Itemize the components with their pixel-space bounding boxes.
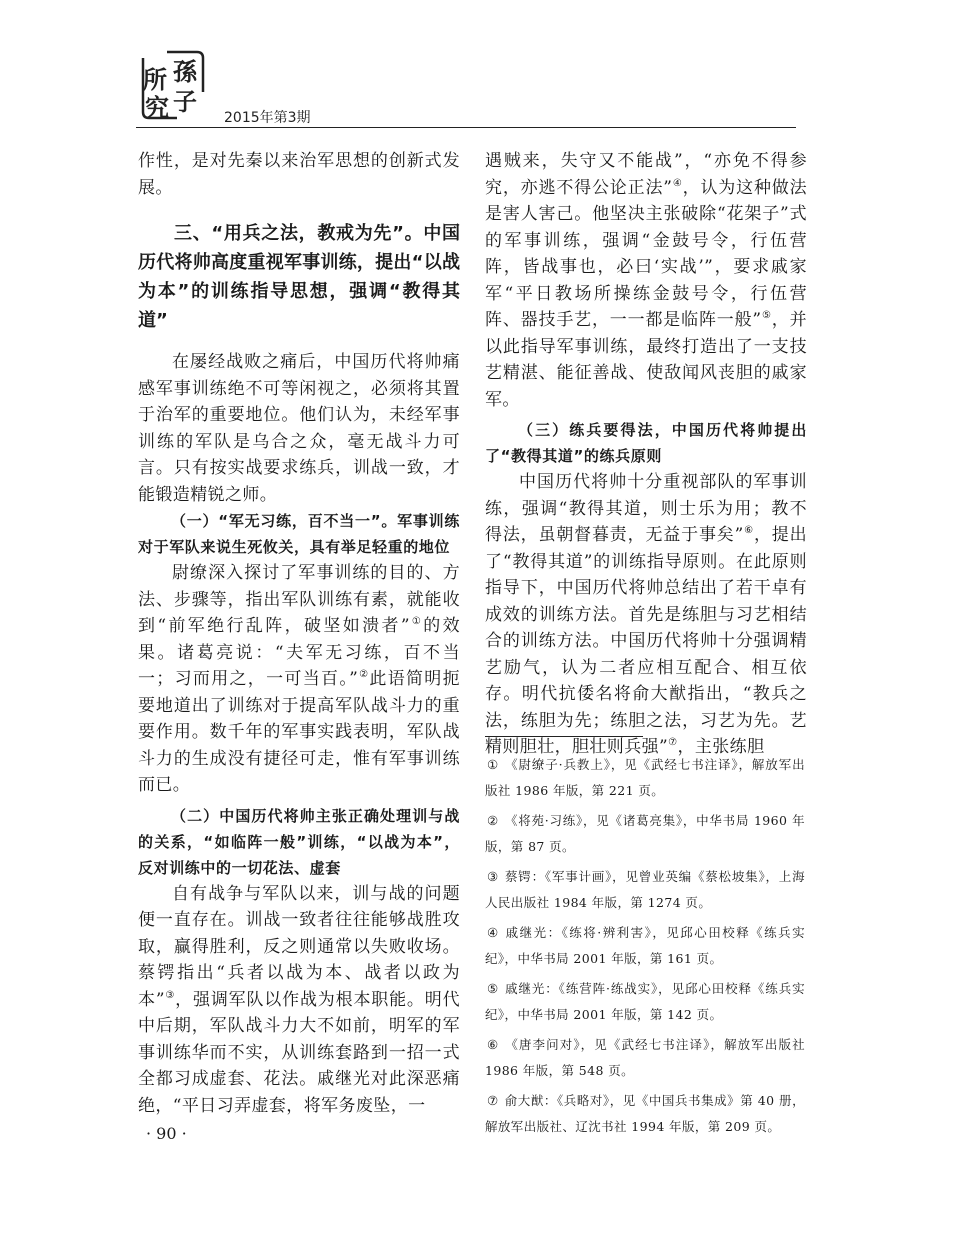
- footnote: [485, 920, 805, 972]
- footnote-text: 蔡锷：《军事计画》，见曾业英编《蔡松坡集》，上海人民出版社 1984 年版，第 1274 页。: [485, 869, 805, 910]
- footnote-number: ⑤: [487, 981, 499, 996]
- paragraph-text: ，并以此指导军事训练，最终打造出了一支技艺精湛、能征善战、使敌闻风丧胆的戚家军。: [485, 310, 807, 410]
- footnote-ref[interactable]: ④: [672, 177, 683, 189]
- footnote-number: ③: [487, 869, 499, 884]
- footnote: [485, 1032, 805, 1084]
- footnote-ref[interactable]: ⑥: [743, 525, 754, 536]
- journal-logo: [137, 48, 207, 122]
- footnote-ref[interactable]: ②: [358, 669, 370, 680]
- footnote: [485, 1088, 805, 1140]
- footnote-ref[interactable]: ①: [409, 616, 424, 627]
- page-number: · 90 ·: [146, 1124, 187, 1143]
- subsection-heading: （二）中国历代将帅主张正确处理训与战的关系，“如临阵一般”训练，“以战为本”，反对训练中的一切花法、虚套: [138, 806, 460, 877]
- header-divider: [136, 127, 796, 128]
- footnote-ref[interactable]: ⑤: [761, 310, 772, 321]
- paragraph: 在屡经战败之痛后，中国历代将帅痛感军事训练绝不可等闲视之，必须将其置于治军的重要地位。他们认为，未经军事训练的军队是乌合之众，毫无战斗力可言。只有按实战要求练兵，训战一致，才能锻造精锐之师。: [138, 352, 460, 505]
- paragraph-text: ，强调军队以作战为根本职能。明代中后期，军队战斗力大不如前，明军的军事训练华而不实，从训练套路到一招一式全都习成虚套、花法。戚继光对此深恶痛绝，“平日习弄虚套，将军务废坠，一: [138, 989, 460, 1116]
- footnote-number: ①: [487, 757, 499, 772]
- paragraph-text: 的效果。诸葛亮说：“夫军无习练，百不当一；习而用之，一可当百。”: [138, 616, 460, 689]
- footnote-number: ④: [487, 925, 499, 940]
- footnote-number: ⑥: [487, 1037, 499, 1052]
- footnote-text: 《将苑·习练》，见《诸葛亮集》，中华书局 1960 年版，第 87 页。: [485, 813, 805, 854]
- footnote-text: 戚继光：《练营阵·练战实》，见邱心田校释《练兵实纪》，中华书局 2001 年版，第 142 页。: [485, 981, 805, 1022]
- subsection-heading: （三）练兵要得法，中国历代将帅提出了“教得其道”的练兵原则: [485, 421, 807, 465]
- footnotes: [485, 752, 805, 1144]
- footnote-ref[interactable]: ③: [164, 989, 176, 1001]
- section-heading-lead: 三、“用兵之法，教戒为先”。: [174, 223, 424, 244]
- footnote: [485, 976, 805, 1028]
- footnote-text: 《尉缭子·兵教上》，见《武经七书注译》，解放军出版社 1986 年版，第 221 页。: [485, 757, 805, 798]
- footnote-text: 《唐李问对》，见《武经七书注译》，解放军出版社 1986 年版，第 548 页。: [485, 1037, 805, 1078]
- issue-label: 2015年第3期: [224, 110, 311, 126]
- footnote-divider: [485, 736, 643, 737]
- paragraph: [485, 469, 807, 761]
- footnote: [485, 752, 805, 804]
- footnote: [485, 808, 805, 860]
- paragraph: [485, 148, 807, 413]
- section-heading: [138, 219, 460, 335]
- footnote-ref[interactable]: ⑦: [668, 737, 678, 748]
- paragraph-text: 遇贼来，失守又不能战”，“亦免不得参究，亦逃不得公论正法”: [485, 151, 807, 198]
- logo-char: 所: [143, 65, 167, 94]
- left-column: [138, 148, 460, 1119]
- footnote-text: 戚继光：《练将·辨利害》，见邱心田校释《练兵实纪》，中华书局 2001 年版，第 161 页。: [485, 925, 805, 966]
- logo-char: 子: [173, 87, 197, 116]
- subsection-heading: （一）“军无习练，百不当一”。军事训练对于军队来说生死攸关，具有举足轻重的地位: [138, 512, 460, 556]
- paragraph: [138, 560, 460, 799]
- right-column: [485, 148, 807, 761]
- footnote-number: ⑦: [487, 1093, 499, 1108]
- logo-char: 究: [145, 93, 169, 122]
- logo-char: 孫: [173, 57, 197, 86]
- paragraph-text: ，提出了“教得其道”的训练指导原则。在此原则指导下，中国历代将帅总结出了若干卓有成效的训练方法。首先是练胆与习艺相结合的训练方法。中国历代将帅十分强调精艺励气，认为二者应相互配合、相互依存。明代抗倭名将俞大猷指出，“教兵之法，练胆为先；练胆之法，习艺为先。艺精则胆壮，胆壮则兵强”: [485, 525, 807, 757]
- section-heading-rest: 中国历代将帅高度重视军事训练，提出“以战为本”的训练指导思想，强调“教得其道”: [138, 223, 461, 331]
- paragraph-text: 自有战争与军队以来，训与战的问题便一直存在。训战一致者往往能够战胜攻取，赢得胜利，反之则通常以失败收场。蔡锷指出“兵者以战为本、战者以政为本”: [138, 883, 460, 1010]
- paragraph-text: 此语简明扼要地道出了训练对于提高军队战斗力的重要作用。数千年的军事实践表明，军队战斗力的生成没有捷径可走，惟有军事训练而已。: [138, 669, 460, 795]
- paragraph-text: ，主张练胆: [677, 737, 765, 757]
- paragraph-text: 中国历代将帅十分重视部队的军事训练，强调“教得其道，则士乐为用；教不得法，虽朝督暮责，无益于事矣”: [485, 472, 807, 545]
- paragraph-text: 尉缭深入探讨了军事训练的目的、方法、步骤等，指出军队训练有素，就能收到“前军绝行乱阵，破坚如溃者”: [138, 563, 460, 636]
- paragraph: 作性，是对先秦以来治军思想的创新式发展。: [138, 151, 460, 198]
- paragraph: [138, 881, 460, 1120]
- footnote: [485, 864, 805, 916]
- paragraph-text: ，认为这种做法是害人害己。他坚决主张破除“花架子”式的军事训练，强调“金鼓号令，行伍营阵，皆战事也，必曰‘实战’”，要求戚家军“平日教场所操练金鼓号令，行伍营阵、器技手艺，一一都是临阵一般”: [485, 177, 807, 330]
- footnote-text: 俞大猷：《兵略对》，见《中国兵书集成》第 40 册，解放军出版社、辽沈书社 1994 年版，第 209 页。: [485, 1093, 805, 1134]
- footnote-number: ②: [487, 813, 499, 828]
